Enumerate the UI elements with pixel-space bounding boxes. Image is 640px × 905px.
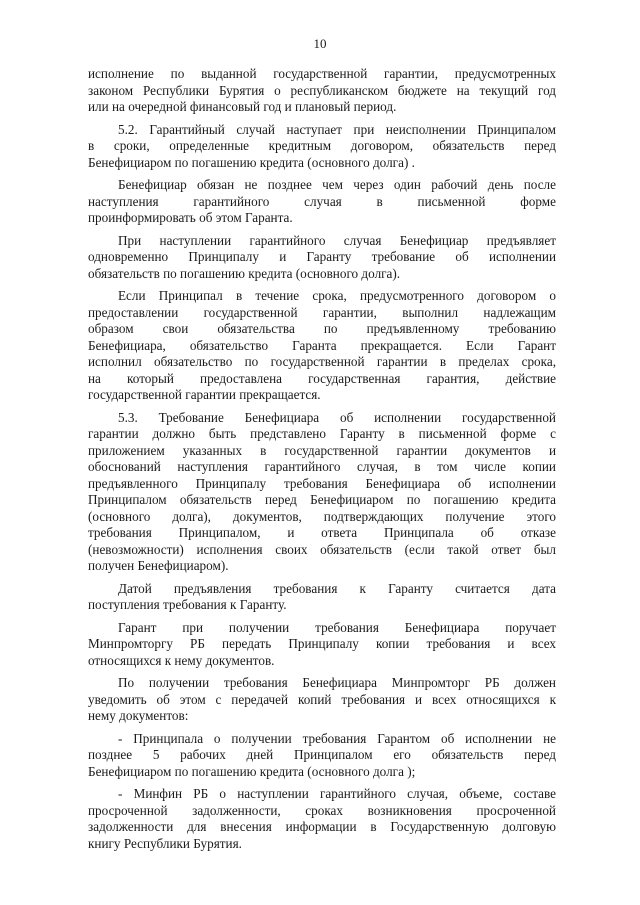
- text-line: Минпромторгу РБ передать Принципалу копии требования и всех: [88, 636, 556, 651]
- paragraph: [88, 288, 556, 404]
- text-line: обязательств по погашению кредита (основного долга).: [88, 265, 401, 281]
- paragraph: [88, 620, 556, 670]
- text-line: позднее 5 рабочих дней Принципалом его обязательств перед: [88, 747, 556, 762]
- page-number: 10: [313, 36, 327, 51]
- text-line: (основного долга), документов, подтверждающих получение этого: [88, 508, 556, 524]
- text-line: уведомить об этом с передачей копий требования и всех относящихся к: [88, 691, 556, 707]
- paragraph: [88, 177, 556, 227]
- text-line: в сроки, определенные кредитным договором, обязательств перед: [88, 138, 556, 153]
- text-line: 5.2. Гарантийный случай наступает при неисполнении Принципалом: [118, 121, 556, 137]
- text-line: Если Принципал в течение срока, предусмотренного договором о: [118, 288, 556, 303]
- text-line: Бенефициара, обязательство Гаранта прекращается. Если Гарант: [88, 337, 556, 353]
- text-line: Гарант при получении требования Бенефициара поручает: [118, 619, 556, 635]
- text-line: - Минфин РБ о наступлении гарантийного случая, объеме, составе: [118, 786, 556, 801]
- text-line: гарантии должно быть представлено Гаранту в письменной форме с: [88, 426, 556, 441]
- text-line: - Принципала о получении требования Гарантом об исполнении не: [118, 730, 556, 746]
- paragraph: [88, 122, 556, 172]
- text-line: требования Принципалом, и ответа Принципала об отказе: [88, 525, 556, 540]
- text-line: одновременно Принципалу и Гаранту требование об исполнении: [88, 249, 556, 264]
- text-line: просроченной задолженности, сроках возникновения просроченной: [88, 802, 556, 818]
- text-line: наступления гарантийного случая в письменной форме: [88, 193, 556, 209]
- paragraph: [88, 66, 556, 116]
- text-line: Датой предъявления требования к Гаранту считается дата: [118, 580, 556, 596]
- paragraph: [88, 410, 556, 575]
- text-line: или на очередной финансовый год и плановый период.: [88, 99, 397, 114]
- text-line: нему документов:: [88, 708, 189, 723]
- text-line: Принципалом обязательств перед Бенефициаром по погашению кредита: [88, 492, 556, 507]
- paragraph: [88, 731, 556, 781]
- document-body: [88, 66, 556, 852]
- text-line: (невозможности) исполнения своих обязательств (если такой ответ был: [88, 541, 556, 557]
- text-line: 5.3. Требование Бенефициара об исполнении государственной: [118, 409, 556, 425]
- text-line: обоснований наступления гарантийного случая, в том числе копии: [88, 459, 556, 474]
- paragraph: [88, 675, 556, 725]
- text-line: государственной гарантии прекращается.: [88, 387, 321, 402]
- text-line: предъявленного Принципалу требования Бенефициара об исполнении: [88, 475, 556, 491]
- text-line: Бенефициар обязан не позднее чем через один рабочий день после: [118, 177, 556, 192]
- paragraph: [88, 581, 556, 614]
- text-line: По получении требования Бенефициара Минпромторг РБ должен: [118, 675, 556, 690]
- text-line: задолженности для внесения информации в Государственную долговую: [88, 819, 556, 834]
- text-line: Бенефициаром по погашению кредита (основного долга );: [88, 763, 416, 779]
- text-line: При наступлении гарантийного случая Бенефициар предъявляет: [118, 232, 556, 248]
- text-line: книгу Республики Бурятия.: [88, 835, 242, 851]
- text-line: поступления требования к Гаранту.: [88, 597, 287, 612]
- text-line: приложением указанных в государственной гарантии документов и: [88, 442, 556, 458]
- text-line: исполнил обязательство по государственной гарантии в пределах срока,: [88, 354, 556, 369]
- paragraph: [88, 233, 556, 283]
- text-line: Бенефициаром по погашению кредита (основного долга) .: [88, 154, 415, 170]
- paragraph: [88, 786, 556, 852]
- text-line: исполнение по выданной государственной гарантии, предусмотренных: [88, 66, 556, 81]
- text-line: проинформировать об этом Гаранта.: [88, 210, 293, 225]
- text-line: на который предоставлена государственная гарантия, действие: [88, 370, 556, 386]
- text-line: предоставлении государственной гарантии, выполнил надлежащим: [88, 304, 556, 320]
- text-line: получен Бенефициаром).: [88, 558, 229, 573]
- text-line: образом свои обязательства по предъявленному требованию: [88, 321, 556, 336]
- text-line: относящихся к нему документов.: [88, 652, 275, 668]
- text-line: законом Республики Бурятия о республиканском бюджете на текущий год: [88, 82, 556, 98]
